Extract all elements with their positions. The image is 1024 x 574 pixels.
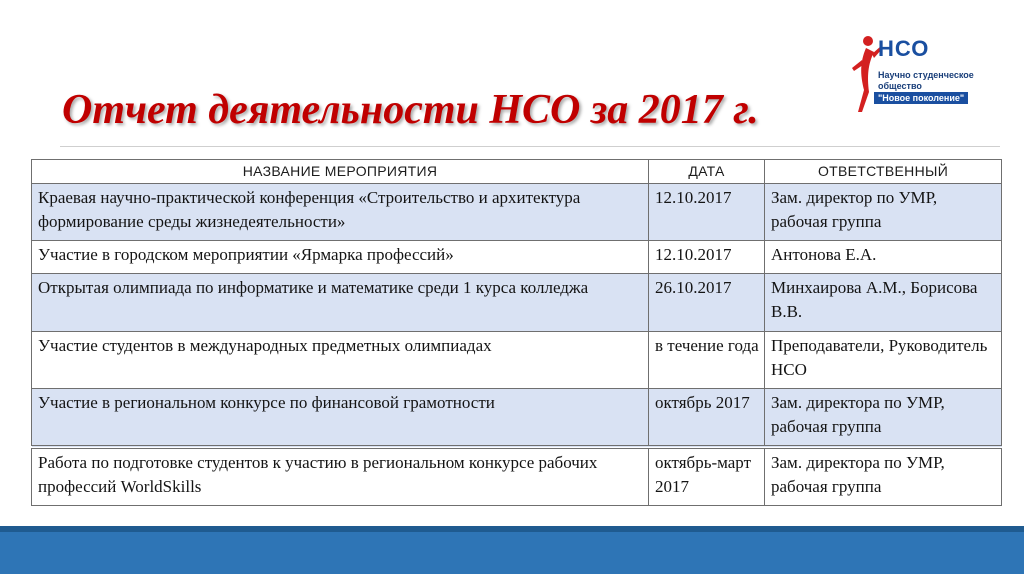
slide-title: Отчет деятельности НСО за 2017 г. [62, 87, 759, 133]
logo-abbreviation: НСО [878, 36, 930, 61]
table-row [32, 184, 1002, 241]
table-header-row [32, 160, 1002, 184]
responsible-cell: Зам. директора по УМР, рабочая группа [765, 389, 1002, 448]
date-cell: 12.10.2017 [649, 241, 765, 274]
responsible-cell: Антонова Е.А. [765, 241, 1002, 274]
footer-band-edge [0, 526, 1024, 532]
table-row [32, 389, 1002, 448]
header-date: ДАТА [649, 160, 765, 184]
logo-caption-line1: Научно студенческое [878, 70, 974, 80]
table-row [32, 241, 1002, 274]
event-cell: Работа по подготовке студентов к участию в региональном конкурсе рабочих профессий WorldSkills [32, 447, 649, 506]
responsible-cell: Минхаирова А.М., Борисова В.В. [765, 274, 1002, 332]
footer-band [0, 526, 1024, 574]
event-cell: Участие в городском мероприятии «Ярмарка профессий» [32, 241, 649, 274]
events-table [31, 159, 1002, 506]
date-cell: 12.10.2017 [649, 184, 765, 241]
responsible-cell: Зам. директор по УМР, рабочая группа [765, 184, 1002, 241]
header-event-name: НАЗВАНИЕ МЕРОПРИЯТИЯ [32, 160, 649, 184]
responsible-cell: Зам. директора по УМР, рабочая группа [765, 447, 1002, 506]
table-row [32, 274, 1002, 332]
date-cell: октябрь 2017 [649, 389, 765, 448]
event-cell: Открытая олимпиада по информатике и математике среди 1 курса колледжа [32, 274, 649, 332]
header-responsible: ОТВЕТСТВЕННЫЙ [765, 160, 1002, 184]
logo-caption-line3: "Новое поколение" [874, 92, 968, 104]
table-row [32, 332, 1002, 389]
responsible-cell: Преподаватели, Руководитель НСО [765, 332, 1002, 389]
table-row [32, 447, 1002, 506]
date-cell: 26.10.2017 [649, 274, 765, 332]
nso-logo [848, 34, 978, 114]
logo-caption-line2: общество [878, 81, 922, 91]
title-divider [60, 146, 1000, 147]
date-cell: октябрь-март 2017 [649, 447, 765, 506]
event-cell: Участие в региональном конкурсе по финансовой грамотности [32, 389, 649, 448]
event-cell: Краевая научно-практической конференция «Строительство и архитектура формирование среды жизнедеятельности» [32, 184, 649, 241]
event-cell: Участие студентов в международных предметных олимпиадах [32, 332, 649, 389]
date-cell: в течение года [649, 332, 765, 389]
